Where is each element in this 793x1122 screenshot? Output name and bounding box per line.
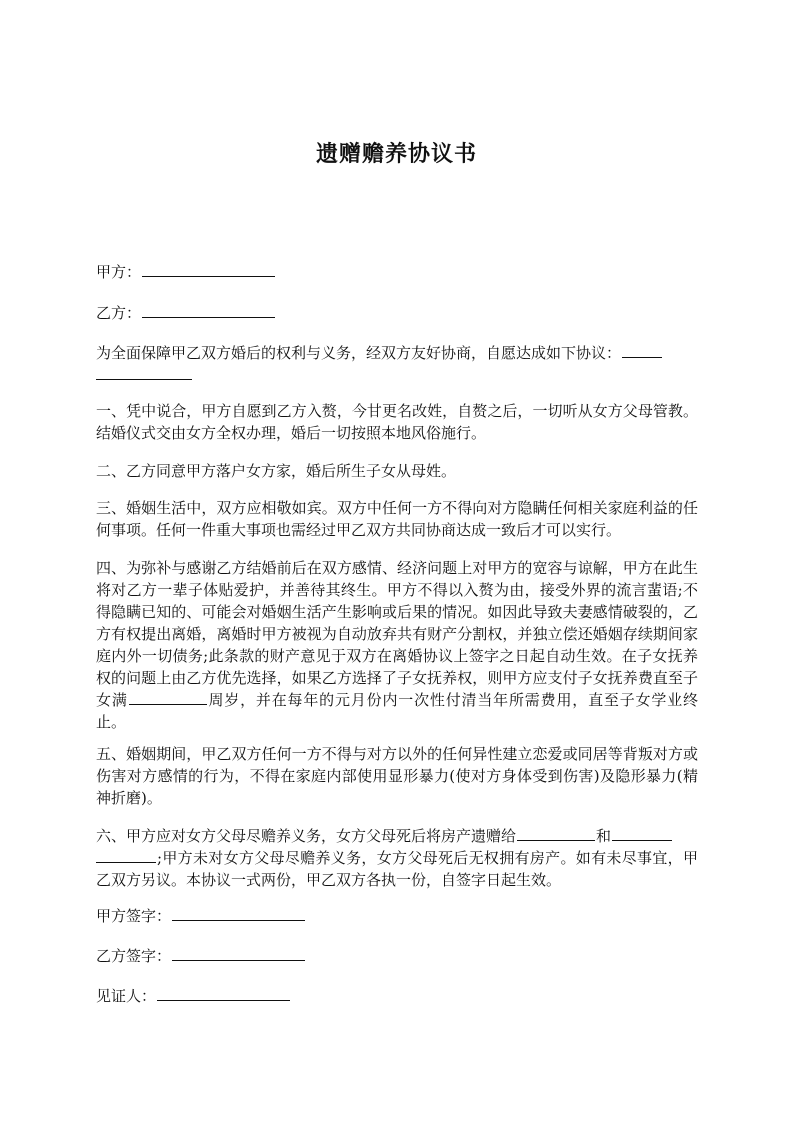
clause-6-text-b: ;甲方未对女方父母尽赡养义务，女方父母死后无权拥有房产。如有未尽事宜，甲乙双方另议。本协议一式两份，甲乙双方各执一份，自签字日起生效。 — [96, 849, 698, 889]
intro-text: 为全面保障甲乙双方婚后的权利与义务，经双方友好协商，自愿达成如下协议： — [96, 344, 622, 362]
clause-6-heir-blank-1 — [517, 825, 595, 841]
clause-4-text-b: 周岁，并在每年的元月份内一次性付清当年所需费用，直至子女学业终止。 — [96, 691, 698, 731]
party-a-line — [96, 261, 698, 283]
sign-a-label: 甲方签字： — [96, 907, 172, 925]
sign-a-line — [96, 905, 698, 927]
intro-paragraph — [96, 342, 698, 386]
party-b-line — [96, 302, 698, 324]
clause-4 — [96, 557, 698, 733]
clause-6-heir-blank-2b — [96, 847, 156, 863]
clause-4-age-blank — [129, 689, 207, 705]
sign-b-line — [96, 945, 698, 967]
clause-6-and: 和 — [596, 827, 612, 845]
witness-label: 见证人： — [96, 987, 157, 1005]
party-b-label: 乙方： — [96, 304, 142, 322]
party-b-blank — [142, 302, 275, 318]
clause-2: 二、乙方同意甲方落户女方家，婚后所生子女从母姓。 — [96, 462, 457, 480]
clause-6-heir-blank-2a — [612, 825, 672, 841]
clause-1: 一、凭中说合，甲方自愿到乙方入赘，今甘更名改姓，自赘之后，一切听从女方父母管教。结婚仪式交由女方全权办理，婚后一切按照本地风俗施行。 — [96, 402, 698, 442]
clause-4-text-a: 四、为弥补与感谢乙方结婚前后在双方感情、经济问题上对甲方的宽容与谅解，甲方在此生将对乙方一辈子体贴爱护，并善待其终生。甲方不得以入赘为由，接受外界的流言蜚语;不得隐瞒已知的、可能会对婚姻生活产生影响或后果的情况。如因此导致夫妻感情破裂的，乙方有权提出离婚，离婚时甲方被视为自动放弃共有财产分割权，并独立偿还婚姻存续期间家庭内外一切债务;此条款的财产意见于双方在离婚协议上签字之日起自动生效。在子女抚养权的问题上由乙方优先选择，如果乙方选择了子女抚养权，则甲方应支付子女抚养费直至子女满 — [96, 559, 698, 709]
sign-a-blank — [172, 905, 305, 921]
intro-blank-1 — [622, 342, 662, 358]
party-a-blank — [142, 261, 275, 277]
party-a-label: 甲方： — [96, 263, 142, 281]
document-title: 遗赠赡养协议书 — [315, 141, 477, 167]
intro-blank-2 — [96, 364, 192, 380]
witness-line — [96, 985, 698, 1007]
sign-b-label: 乙方签字： — [96, 947, 172, 965]
witness-blank — [157, 985, 290, 1001]
clause-6-text-a: 六、甲方应对女方父母尽赡养义务，女方父母死后将房产遗赠给 — [96, 827, 517, 845]
clause-5: 五、婚姻期间，甲乙双方任何一方不得与对方以外的任何异性建立恋爱或同居等背叛对方或伤害对方感情的行为，不得在家庭内部使用显形暴力(使对方身体受到伤害)及隐形暴力(精神折磨)。 — [96, 745, 698, 807]
clause-3: 三、婚姻生活中，双方应相敬如宾。双方中任何一方不得向对方隐瞒任何相关家庭利益的任何事项。任何一件重大事项也需经过甲乙双方共同协商达成一致后才可以实行。 — [96, 499, 698, 539]
sign-b-blank — [172, 945, 305, 961]
clause-6 — [96, 825, 698, 891]
